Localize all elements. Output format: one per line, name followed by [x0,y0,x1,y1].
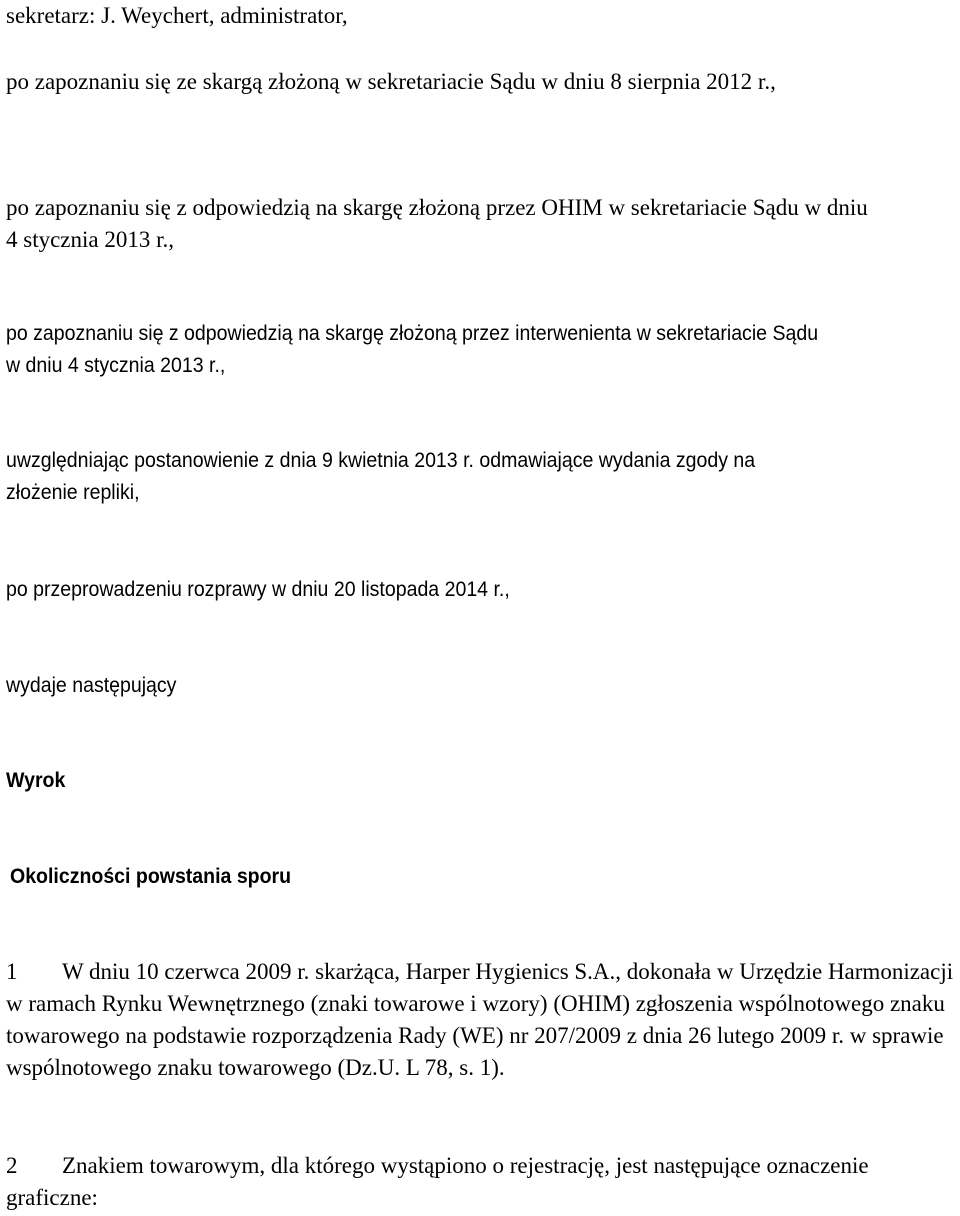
recital-order-line-2: złożenie repliki, [6,481,140,504]
section-heading: Okoliczności powstania sporu [10,865,292,888]
secretary-line: sekretarz: J. Weychert, administrator, [6,3,348,28]
recital-complaint: po zapoznaniu się ze skargą złożoną w sekretariacie Sądu w dniu 8 sierpnia 2012 r., [6,69,776,94]
judgment-heading: Wyrok [6,769,66,792]
paragraph-number: 1 [6,959,18,984]
paragraph-number: 2 [6,1153,18,1178]
recital-intervener-response-line-1: po zapoznaniu się z odpowiedzią na skargę złożoną przez interwenienta w sekretariacie Sądu [6,322,819,345]
paragraph-text: W dniu 10 czerwca 2009 r. skarżąca, Harper Hygienics S.A., dokonała w Urzędzie Harmonizacji w ramach Rynku Wewnętrznego (znaki towarowe i wzory) (OHIM) zgłoszenia wspólnotowego znaku towarowego na podstawie rozporządzenia Rady (WE) nr 207/2009 z dnia 26 lutego 2009 r. w sprawie wspólnotowego znaku towarowego (Dz.U. L 78, s. 1). [6,959,954,1080]
recital-intervener-response-line-2: w dniu 4 stycznia 2013 r., [6,354,226,377]
paragraph-text: Znakiem towarowym, dla którego wystąpiono o rejestrację, jest następujące oznaczenie graficzne: [6,1153,869,1210]
paragraph-1 [6,956,956,1084]
issues-line: wydaje następujący [6,674,177,697]
recital-ohim-response-line-2: 4 stycznia 2013 r., [6,227,174,252]
recital-hearing: po przeprowadzeniu rozprawy w dniu 20 listopada 2014 r., [6,578,510,601]
recital-order-line-1: uwzględniając postanowienie z dnia 9 kwietnia 2013 r. odmawiające wydania zgody na [6,449,756,472]
paragraph-2 [6,1150,956,1214]
recital-ohim-response-line-1: po zapoznaniu się z odpowiedzią na skargę złożoną przez OHIM w sekretariacie Sądu w dniu [6,195,868,220]
